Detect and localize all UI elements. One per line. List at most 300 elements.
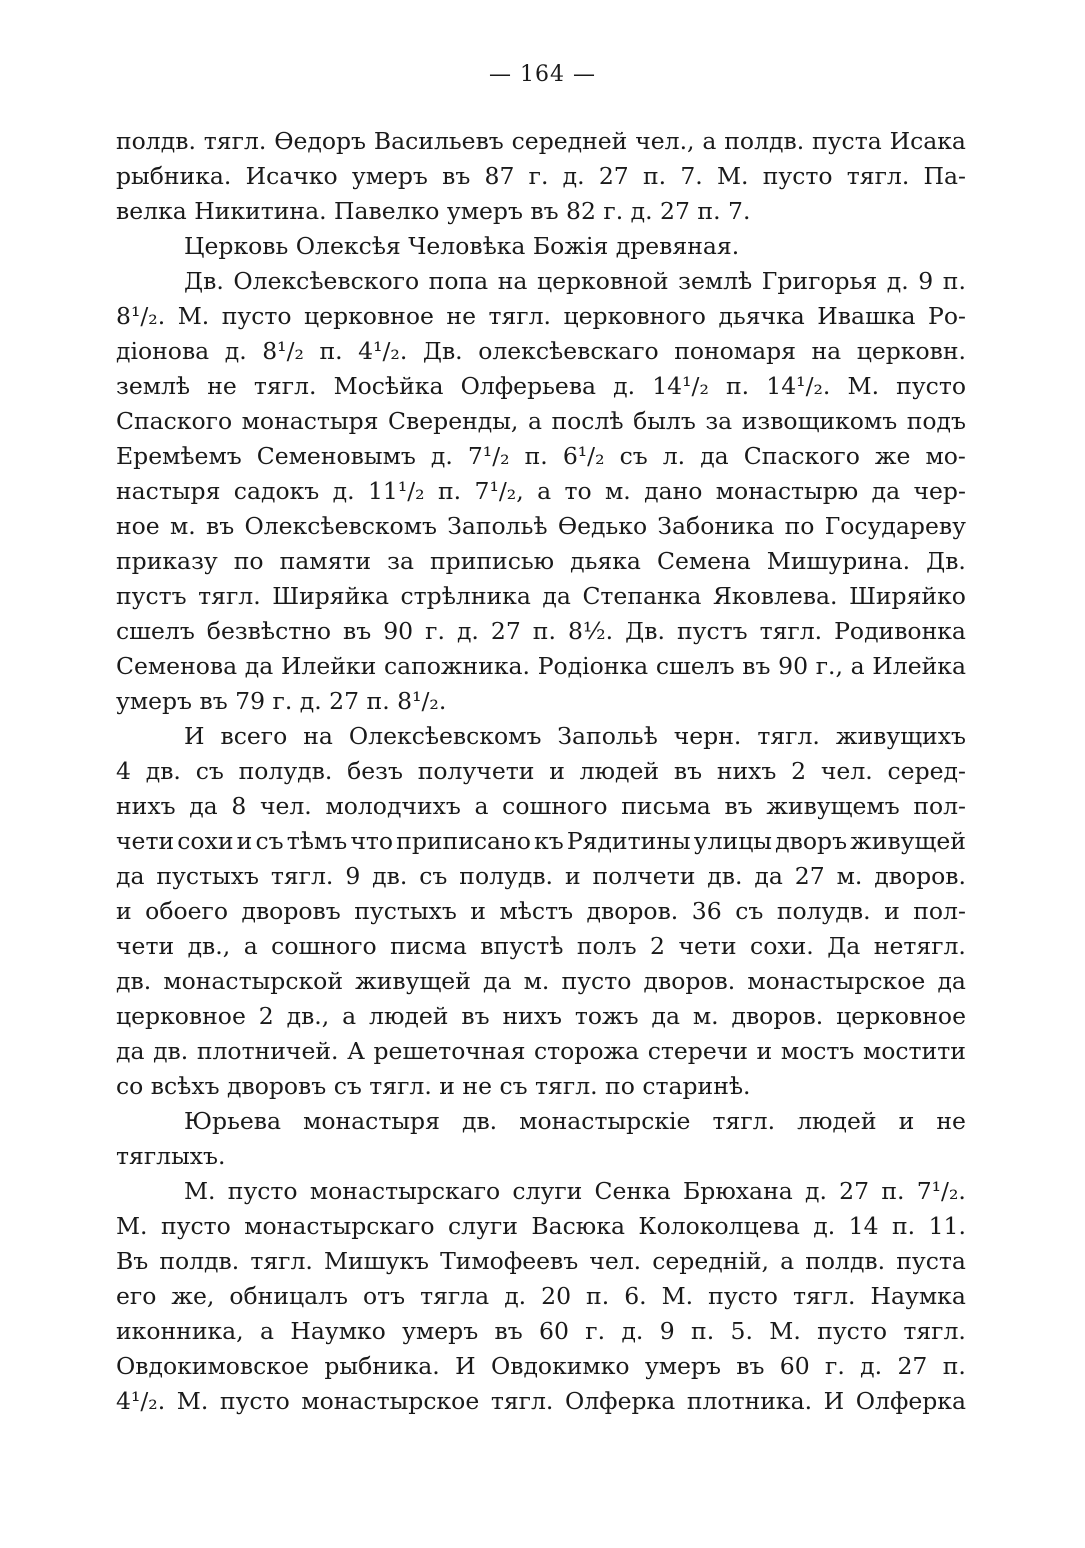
word: мостити	[862, 1037, 966, 1065]
word: М.	[769, 1317, 801, 1345]
word: а	[537, 477, 552, 505]
word: въ	[442, 162, 471, 190]
word: 7¹/₂,	[474, 477, 524, 505]
word: 36	[691, 897, 722, 925]
word: Өедько	[557, 512, 648, 540]
word: 60	[779, 1352, 810, 1380]
word: церковного	[563, 302, 706, 330]
word: 2	[791, 757, 807, 785]
text-line	[116, 1314, 966, 1349]
word: настыря	[116, 477, 221, 505]
word: былъ	[633, 407, 696, 435]
word: Дв.	[926, 547, 966, 575]
word: М.	[116, 1212, 148, 1240]
word: м.	[169, 512, 196, 540]
word: Ро-	[928, 302, 966, 330]
word: 27	[598, 162, 629, 190]
word: а	[850, 652, 865, 680]
word: мо-	[925, 442, 966, 470]
word: чел.	[589, 1247, 642, 1275]
word: умеръ	[402, 1317, 479, 1345]
word: въ	[736, 1352, 765, 1380]
text-line	[116, 1384, 966, 1419]
word: извощикомъ	[741, 407, 898, 435]
word: а	[702, 127, 717, 155]
word: тягл.	[250, 1247, 313, 1275]
word: нихъ	[716, 757, 777, 785]
word: Наумко	[290, 1317, 386, 1345]
word: 9	[659, 1317, 675, 1345]
word: середней	[511, 127, 628, 155]
word: монастыря	[241, 407, 379, 435]
word: пуста	[896, 1247, 966, 1275]
word: умеръ	[351, 162, 428, 190]
word: 11.	[928, 1212, 966, 1240]
text-line	[116, 614, 966, 649]
word: да	[937, 967, 966, 995]
word: дворов.	[874, 862, 966, 890]
word: да	[542, 582, 571, 610]
word: М.	[177, 302, 210, 330]
word: Семенова	[116, 652, 238, 680]
word: Спаского	[116, 407, 233, 435]
word: чети	[678, 932, 737, 960]
word: Ширяйка	[272, 582, 389, 610]
word: живущихъ	[835, 722, 966, 750]
word: полдв.	[159, 1247, 240, 1275]
word: дв.,	[286, 1002, 330, 1030]
text-line	[116, 474, 966, 509]
word: дворов.	[731, 1002, 824, 1030]
word: съ	[419, 862, 448, 890]
word: д.	[804, 1177, 827, 1205]
text-line	[116, 579, 966, 614]
word: Мосѣйка	[333, 372, 444, 400]
word: пусто	[896, 372, 966, 400]
word: Семеновымъ	[256, 442, 416, 470]
word: п.	[319, 337, 343, 365]
word: чел.,	[635, 127, 695, 155]
word: а	[342, 1002, 357, 1030]
text-line	[116, 824, 966, 859]
word: решеточная	[373, 1037, 526, 1065]
word: 8¹/₂.	[116, 302, 166, 330]
text-line: Церковь Олексѣя Человѣка Божія древяная.	[184, 232, 740, 260]
word: г.,	[815, 652, 843, 680]
word: дворов.	[586, 897, 679, 925]
word: М.	[176, 1387, 209, 1415]
word: Олексѣевского	[233, 267, 420, 295]
word: чети	[116, 827, 175, 855]
word: полдв.	[805, 1247, 886, 1275]
word: монастырскаго	[244, 1212, 435, 1240]
word: пусто	[160, 1212, 231, 1240]
word: 6¹/₂	[562, 442, 605, 470]
word: впустѣ	[480, 932, 564, 960]
word: сшелъ	[116, 617, 195, 645]
word: г.	[585, 1317, 606, 1345]
word: сохи.	[750, 932, 814, 960]
word: 9	[345, 862, 361, 890]
text-line	[116, 299, 966, 334]
word: дьяка	[570, 547, 641, 575]
word: то	[564, 477, 592, 505]
word: и	[470, 897, 486, 925]
word: 4¹/₂.	[116, 1387, 166, 1415]
word: Запольѣ	[557, 722, 658, 750]
word: монастырское	[301, 1387, 480, 1415]
word: монастыря	[303, 1107, 440, 1135]
word: да	[483, 967, 512, 995]
word: и	[756, 1037, 773, 1065]
word: Сенка	[594, 1177, 671, 1205]
word: тягл.	[270, 862, 334, 890]
word: 8¹/₂	[262, 337, 304, 365]
word: людей	[579, 757, 660, 785]
word: серед-	[887, 757, 966, 785]
word: Рядитины	[566, 827, 691, 855]
word: а	[474, 792, 489, 820]
word: Дв.	[625, 617, 665, 645]
word: п.	[726, 372, 750, 400]
word: тягл.	[198, 582, 261, 610]
word: тягл.	[712, 1107, 776, 1135]
word: памяти	[279, 547, 372, 575]
word: середній,	[652, 1247, 770, 1275]
word: Мишукъ	[323, 1247, 429, 1275]
word: Васильевъ	[373, 127, 504, 155]
word: же	[874, 442, 911, 470]
word: полъ	[576, 932, 637, 960]
word: 4¹/₂.	[358, 337, 408, 365]
word: полудв.	[238, 757, 333, 785]
word: дано	[644, 477, 703, 505]
word: полдв.	[724, 127, 805, 155]
word: улицы	[693, 827, 773, 855]
text-line	[116, 544, 966, 579]
word: обницалъ	[229, 1282, 348, 1310]
word: Дв.	[184, 267, 224, 295]
word: дворъ	[775, 827, 848, 855]
word: п.	[532, 617, 556, 645]
word: тягл.	[203, 127, 267, 155]
word: Олферьева	[460, 372, 597, 400]
word: умеръ	[644, 1352, 721, 1380]
word: пусто	[762, 162, 833, 190]
word: монастырю	[715, 477, 859, 505]
word: съ	[195, 757, 224, 785]
word: слуги	[448, 1212, 518, 1240]
text-line	[116, 509, 966, 544]
word: пономаря	[674, 337, 796, 365]
word: стрѣлника	[400, 582, 531, 610]
word: м.	[523, 967, 550, 995]
word: безвѣстно	[206, 617, 332, 645]
word: мостъ	[780, 1037, 855, 1065]
word: иконника,	[116, 1317, 244, 1345]
word: а	[780, 1247, 795, 1275]
text-line	[116, 1104, 966, 1139]
word: д.	[886, 267, 909, 295]
word: Сверенды,	[388, 407, 519, 435]
word: къ	[534, 827, 564, 855]
word: Васюка	[531, 1212, 625, 1240]
word: въ	[724, 792, 753, 820]
word: и	[884, 897, 900, 925]
word: съ	[255, 827, 284, 855]
word: п.	[942, 1352, 966, 1380]
word: тягл.	[488, 302, 552, 330]
word: д.	[813, 1212, 836, 1240]
word: 14	[848, 1212, 879, 1240]
word: живущей	[355, 967, 471, 995]
word: за	[387, 547, 414, 575]
word: не	[936, 1107, 966, 1135]
word: а	[243, 932, 258, 960]
word: отъ	[363, 1282, 406, 1310]
word: живущемъ	[766, 792, 900, 820]
word: на	[811, 337, 842, 365]
word: Брюхана	[683, 1177, 793, 1205]
word: писма	[390, 932, 467, 960]
word: тягл.	[253, 372, 317, 400]
word: приписью	[430, 547, 555, 575]
word: 90	[383, 617, 414, 645]
word: Олферка	[855, 1387, 966, 1415]
word: пустъ	[116, 582, 187, 610]
word: тягл.	[846, 162, 910, 190]
text-line	[116, 159, 966, 194]
word: въ	[673, 757, 703, 785]
word: пусто	[708, 1282, 778, 1310]
word: людей	[797, 1107, 877, 1135]
word: рыбника.	[324, 1352, 440, 1380]
word: дв.	[153, 1037, 189, 1065]
word: приписано	[396, 827, 531, 855]
word: Степанка	[582, 582, 702, 610]
word: не	[207, 372, 237, 400]
word: Въ	[116, 1247, 149, 1275]
word: дв.	[116, 967, 152, 995]
word: чел.	[259, 792, 312, 820]
word: сторожа	[533, 1037, 640, 1065]
word: ное	[116, 512, 160, 540]
word: въ	[461, 1002, 490, 1030]
word: Дв.	[422, 337, 463, 365]
word: обоего	[145, 897, 228, 925]
word: 20	[541, 1282, 572, 1310]
word: тягла	[420, 1282, 490, 1310]
word: полудв.	[776, 897, 871, 925]
word: м.	[692, 1002, 719, 1030]
word: по	[784, 512, 815, 540]
word: въ	[343, 617, 372, 645]
word: пустыхъ	[354, 897, 457, 925]
word: да	[116, 1037, 145, 1065]
word: Илейка	[872, 652, 966, 680]
word: пол-	[913, 897, 966, 925]
text-line: со всѣхъ дворовъ съ тягл. и не съ тягл. по старинѣ.	[116, 1072, 751, 1100]
word: сошного	[271, 932, 377, 960]
word: не	[446, 302, 476, 330]
word: пустыхъ	[156, 862, 259, 890]
word: нихъ	[116, 792, 176, 820]
word: пустъ	[676, 617, 748, 645]
text-line	[116, 1349, 966, 1384]
word: пуста	[812, 127, 882, 155]
word: дв.	[372, 862, 408, 890]
word: да	[116, 862, 145, 890]
text-line	[116, 369, 966, 404]
word: М.	[184, 1177, 216, 1205]
word: Илейки	[280, 652, 377, 680]
word: церковн.	[856, 337, 966, 365]
word: Ширяйко	[849, 582, 966, 610]
word: Родивонка	[834, 617, 966, 645]
word: 14¹/₂	[652, 372, 709, 400]
word: и	[564, 862, 581, 890]
word: д.	[613, 372, 636, 400]
word: приказу	[116, 547, 218, 575]
word: Родіонка	[537, 652, 649, 680]
word: тожъ	[574, 1002, 639, 1030]
word: да	[189, 792, 218, 820]
word: монастырскаго	[309, 1177, 501, 1205]
word: Олексѣевскомъ	[244, 512, 437, 540]
word: тягл.	[490, 1387, 554, 1415]
word: Овдокимко	[490, 1352, 630, 1380]
word: п.	[642, 162, 667, 190]
word: Мишурина.	[766, 547, 911, 575]
word: д.	[504, 1282, 527, 1310]
text-line	[116, 334, 966, 369]
word: церковное	[304, 302, 434, 330]
word: Өедоръ	[274, 127, 366, 155]
word: плотничей.	[196, 1037, 339, 1065]
word: діонова	[116, 337, 210, 365]
word: дв.	[707, 862, 743, 890]
word: пол-	[913, 792, 966, 820]
word: А	[347, 1037, 365, 1065]
word: 8½.	[567, 617, 614, 645]
word: сохи	[177, 827, 234, 855]
word: монастырскіе	[519, 1107, 691, 1135]
word: церковное	[836, 1002, 966, 1030]
word: попа	[428, 267, 489, 295]
word: 4	[116, 757, 131, 785]
text-line	[116, 754, 966, 789]
text-line	[116, 719, 966, 754]
page-number: — 164 —	[489, 62, 596, 87]
word: Колоколцева	[638, 1212, 800, 1240]
word: пусто	[221, 302, 292, 330]
word: тягл.	[792, 1282, 856, 1310]
text-line	[116, 404, 966, 439]
word: дв.,	[187, 932, 231, 960]
word: Спаского	[743, 442, 860, 470]
text-line	[116, 1209, 966, 1244]
word: полудв.	[459, 862, 554, 890]
word: его	[116, 1282, 157, 1310]
text-line	[116, 929, 966, 964]
word: чел.	[820, 757, 873, 785]
word: И	[823, 1387, 845, 1415]
word: съ	[619, 442, 648, 470]
word: И	[455, 1352, 476, 1380]
word: тѣмъ	[286, 827, 348, 855]
word: м.	[604, 477, 631, 505]
word: Па-	[923, 162, 966, 190]
word: 11¹/₂	[367, 477, 425, 505]
word: 9	[918, 267, 934, 295]
word: 90	[778, 652, 809, 680]
word: 7¹/₂.	[916, 1177, 966, 1205]
word: Забоника	[657, 512, 775, 540]
word: 5.	[730, 1317, 753, 1345]
word: всего	[220, 722, 288, 750]
word: Наумка	[870, 1282, 966, 1310]
word: м.	[836, 862, 863, 890]
word: д.	[562, 162, 585, 190]
word: же,	[171, 1282, 215, 1310]
word: послѣ	[551, 407, 624, 435]
word: п.	[892, 1212, 916, 1240]
word: и	[898, 1107, 915, 1135]
word: 27	[897, 1352, 928, 1380]
word: да	[754, 862, 783, 890]
word: подъ	[906, 407, 966, 435]
word: нетягл.	[873, 932, 966, 960]
word: монастырское	[747, 967, 926, 995]
word: Яковлева.	[712, 582, 838, 610]
word: 14¹/₂.	[766, 372, 831, 400]
text-line: умеръ въ 79 г. д. 27 п. 8¹/₂.	[116, 687, 447, 715]
text-line	[116, 264, 966, 299]
word: и	[116, 897, 132, 925]
word: Государеву	[824, 512, 966, 540]
word: письма	[621, 792, 711, 820]
word: въ	[742, 652, 771, 680]
word: п.	[942, 267, 966, 295]
word: Юрьева	[184, 1107, 282, 1135]
word: плотника.	[686, 1387, 813, 1415]
text-line	[116, 1174, 966, 1209]
word: дворов.	[643, 967, 736, 995]
word: 60	[539, 1317, 569, 1345]
word: д.	[430, 442, 453, 470]
word: п.	[586, 1282, 610, 1310]
word: п.	[437, 477, 462, 505]
word: Ивашка	[817, 302, 916, 330]
word: пусто	[227, 1177, 298, 1205]
word: 2	[258, 1002, 274, 1030]
text-line	[116, 124, 966, 159]
word: Олексѣевскомъ	[348, 722, 542, 750]
word: п.	[881, 1177, 905, 1205]
word: и	[236, 827, 253, 855]
word: Еремѣемъ	[116, 442, 242, 470]
word: да	[651, 1002, 680, 1030]
word: по	[233, 547, 264, 575]
word: тягл.	[757, 722, 820, 750]
word: въ	[494, 1317, 523, 1345]
word: пусто	[817, 1317, 887, 1345]
word: землѣ	[116, 372, 191, 400]
word: сшелъ	[655, 652, 735, 680]
word: дв.	[145, 757, 181, 785]
word: на	[303, 722, 333, 750]
word: л.	[662, 442, 686, 470]
